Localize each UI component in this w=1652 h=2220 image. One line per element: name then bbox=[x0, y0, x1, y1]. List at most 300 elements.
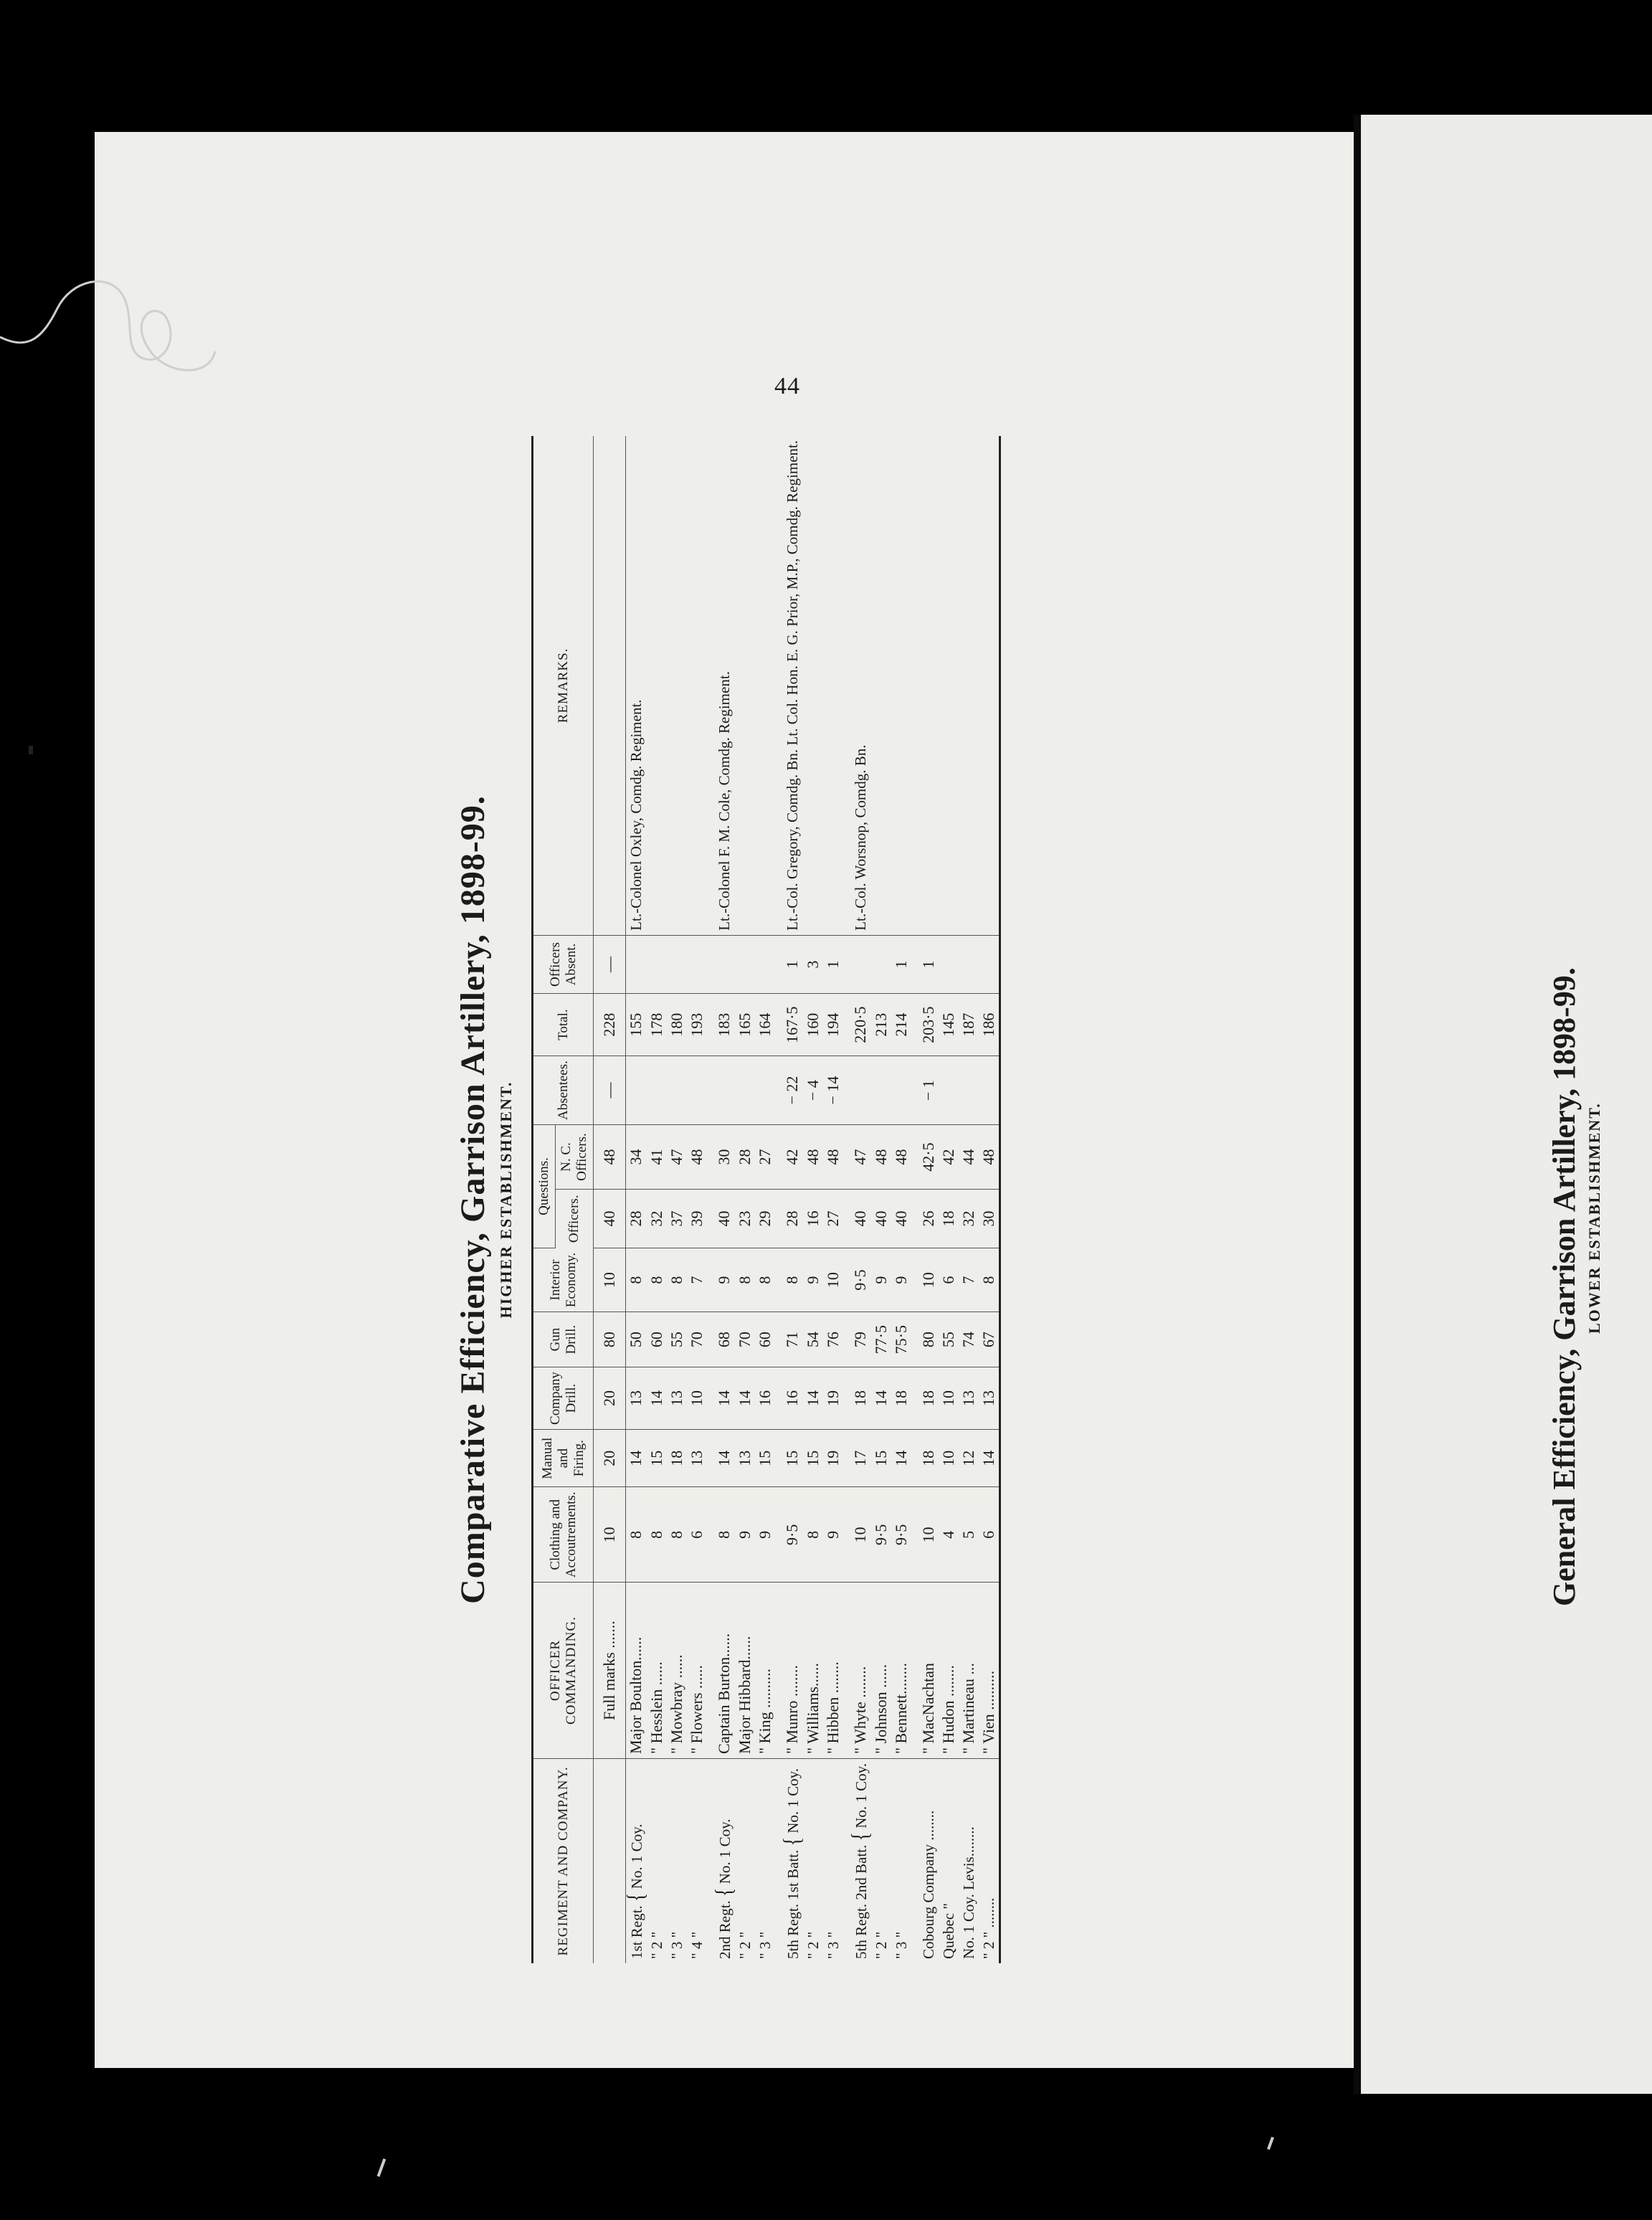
cell-total: 214 bbox=[891, 994, 911, 1056]
company-label: " 2 " bbox=[873, 1931, 890, 1959]
cell-officers-absent: 1 bbox=[823, 935, 843, 993]
full-marks-total: 228 bbox=[594, 994, 626, 1056]
cell-clothing: 10 bbox=[918, 1487, 939, 1583]
spacer-cell bbox=[707, 1583, 714, 1759]
cell-interior: 6 bbox=[939, 1248, 959, 1311]
brace-glyph: { bbox=[846, 1832, 874, 1841]
page-gutter bbox=[1354, 115, 1361, 2094]
spacer-cell bbox=[775, 994, 782, 1056]
cell-q-officers: 18 bbox=[939, 1190, 959, 1248]
cell-absentees: − 14 bbox=[823, 1056, 843, 1125]
cell-q-officers: 40 bbox=[871, 1190, 891, 1248]
spacer-cell bbox=[911, 1124, 918, 1189]
cell-clothing: 8 bbox=[667, 1487, 687, 1583]
regiment-company-cell bbox=[755, 1758, 775, 1963]
officer-rank: Captain bbox=[715, 1701, 733, 1754]
cell-gun-drill: 70 bbox=[735, 1312, 755, 1367]
regiment-label: 5th Regt. 2nd Batt. bbox=[853, 1841, 870, 1959]
cell-officers-absent bbox=[979, 935, 1000, 993]
company-label: " 3 " bbox=[756, 1931, 774, 1959]
spacer-cell bbox=[843, 1056, 850, 1125]
remark-cell bbox=[667, 436, 687, 935]
cell-gun-drill: 67 bbox=[979, 1312, 1000, 1367]
spacer-cell bbox=[707, 1312, 714, 1367]
cell-clothing: 9 bbox=[755, 1487, 775, 1583]
regiment-company-cell bbox=[979, 1758, 1000, 1963]
spacer-cell bbox=[843, 1312, 850, 1367]
spacer-cell bbox=[911, 994, 918, 1056]
cell-gun-drill: 77·5 bbox=[871, 1312, 891, 1367]
header-questions-officers: Officers. bbox=[556, 1190, 594, 1248]
cell-total: 180 bbox=[667, 994, 687, 1056]
scan-speck bbox=[29, 746, 33, 754]
spacer-cell bbox=[707, 1367, 714, 1430]
cell-clothing: 9 bbox=[735, 1487, 755, 1583]
cell-officers-absent bbox=[714, 935, 735, 993]
remark-cell: Lt.-Colonel Oxley, Comdg. Regiment. bbox=[626, 436, 647, 935]
regiment-company-cell bbox=[959, 1758, 979, 1963]
cell-absentees: − 1 bbox=[918, 1056, 939, 1125]
cell-absentees bbox=[871, 1056, 891, 1125]
full-marks-interior: 10 bbox=[594, 1248, 626, 1311]
cell-absentees bbox=[939, 1056, 959, 1125]
cell-q-officers: 40 bbox=[714, 1190, 735, 1248]
full-marks-label: Full marks ....... bbox=[594, 1583, 626, 1759]
full-marks-row bbox=[594, 436, 626, 1963]
officer-name: Martineau ... bbox=[959, 1663, 977, 1744]
cell-gun-drill: 76 bbox=[823, 1312, 843, 1367]
spacer-cell bbox=[775, 1190, 782, 1248]
table-row bbox=[803, 436, 823, 1963]
cell-q-officers: 28 bbox=[626, 1190, 647, 1248]
company-label: No. 1 Coy. bbox=[784, 1768, 802, 1834]
company-label: " 2 " ........ bbox=[980, 1897, 997, 1959]
officer-rank: " bbox=[668, 1743, 685, 1754]
officer-name: Vien .......... bbox=[979, 1670, 997, 1744]
officer-rank: " bbox=[979, 1743, 997, 1754]
company-label: " 2 " bbox=[736, 1931, 754, 1959]
next-table-title: General Efficiency, Garrison Artillery, 1898-99. bbox=[1547, 967, 1582, 1606]
cell-interior: 9 bbox=[803, 1248, 823, 1311]
company-label: No. 1 Coy. bbox=[628, 1823, 645, 1889]
regiment-company-cell bbox=[667, 1758, 687, 1963]
cell-company-drill: 18 bbox=[850, 1367, 871, 1430]
cell-q-nco: 42 bbox=[782, 1124, 803, 1189]
remark-cell bbox=[891, 436, 911, 935]
officer-rank: " bbox=[688, 1743, 706, 1754]
cell-total: 160 bbox=[803, 994, 823, 1056]
group-spacer bbox=[707, 436, 714, 1963]
remark-cell bbox=[871, 436, 891, 935]
company-label: " 3 " bbox=[825, 1931, 842, 1959]
officer-cell bbox=[959, 1583, 979, 1759]
officer-cell bbox=[850, 1583, 871, 1759]
officer-cell bbox=[667, 1583, 687, 1759]
cell-gun-drill: 55 bbox=[939, 1312, 959, 1367]
table-row bbox=[871, 436, 891, 1963]
table-row bbox=[979, 436, 1000, 1963]
company-label: " 3 " bbox=[668, 1931, 685, 1959]
cell-clothing: 9·5 bbox=[782, 1487, 803, 1583]
cell-q-officers: 28 bbox=[782, 1190, 803, 1248]
cell-company-drill: 14 bbox=[803, 1367, 823, 1430]
cell-q-officers: 29 bbox=[755, 1190, 775, 1248]
cell-q-officers: 16 bbox=[803, 1190, 823, 1248]
cell-q-nco: 28 bbox=[735, 1124, 755, 1189]
cell-clothing: 6 bbox=[979, 1487, 1000, 1583]
officer-name: Hibben ........ bbox=[824, 1661, 842, 1744]
header-row bbox=[533, 436, 556, 1963]
cell-gun-drill: 75·5 bbox=[891, 1312, 911, 1367]
cell-officers-absent bbox=[871, 935, 891, 993]
remark-cell bbox=[735, 436, 755, 935]
officer-rank: " bbox=[783, 1743, 801, 1754]
cell-gun-drill: 79 bbox=[850, 1312, 871, 1367]
company-label: " 2 " bbox=[648, 1931, 665, 1959]
cell-total: 187 bbox=[959, 994, 979, 1056]
cell-manual: 18 bbox=[667, 1429, 687, 1486]
regiment-company-cell bbox=[647, 1758, 667, 1963]
cell-absentees bbox=[667, 1056, 687, 1125]
full-marks-remarks bbox=[594, 436, 626, 935]
company-label: " 2 " bbox=[804, 1931, 822, 1959]
full-marks-q-nco: 48 bbox=[594, 1124, 626, 1189]
header-officers-absent: Officers Absent. bbox=[533, 935, 594, 993]
spacer-cell bbox=[843, 1248, 850, 1311]
cell-q-officers: 23 bbox=[735, 1190, 755, 1248]
cell-manual: 15 bbox=[647, 1429, 667, 1486]
cell-total: 183 bbox=[714, 994, 735, 1056]
header-clothing: Clothing and Accoutrements. bbox=[533, 1487, 594, 1583]
full-marks-gun-drill: 80 bbox=[594, 1312, 626, 1367]
table-row bbox=[939, 436, 959, 1963]
cell-interior: 9·5 bbox=[850, 1248, 871, 1311]
cell-gun-drill: 60 bbox=[755, 1312, 775, 1367]
cell-gun-drill: 68 bbox=[714, 1312, 735, 1367]
table-row bbox=[626, 436, 647, 1963]
table-row bbox=[918, 436, 939, 1963]
regiment-company-cell bbox=[846, 1758, 874, 1963]
cell-interior: 8 bbox=[667, 1248, 687, 1311]
cell-q-officers: 32 bbox=[647, 1190, 667, 1248]
cell-officers-absent bbox=[939, 935, 959, 993]
brace-glyph: { bbox=[710, 1887, 738, 1897]
cell-officers-absent bbox=[687, 935, 707, 993]
spacer-cell bbox=[707, 436, 714, 935]
regiment-company-cell bbox=[871, 1758, 891, 1963]
cell-company-drill: 14 bbox=[647, 1367, 667, 1430]
cell-absentees bbox=[735, 1056, 755, 1125]
cell-officers-absent: 1 bbox=[891, 935, 911, 993]
cell-clothing: 9·5 bbox=[891, 1487, 911, 1583]
officer-name: Burton...... bbox=[715, 1633, 733, 1702]
cell-interior: 8 bbox=[755, 1248, 775, 1311]
officer-rank: " bbox=[756, 1743, 774, 1754]
cell-clothing: 6 bbox=[687, 1487, 707, 1583]
cell-gun-drill: 55 bbox=[667, 1312, 687, 1367]
full-marks-absentees: — bbox=[594, 1056, 626, 1125]
cell-absentees bbox=[714, 1056, 735, 1125]
remark-cell bbox=[959, 436, 979, 935]
officer-name: Johnson ...... bbox=[872, 1664, 890, 1744]
cell-interior: 8 bbox=[735, 1248, 755, 1311]
cell-company-drill: 14 bbox=[871, 1367, 891, 1430]
company-label: " 3 " bbox=[893, 1931, 910, 1959]
remark-cell bbox=[755, 436, 775, 935]
cell-officers-absent bbox=[755, 935, 775, 993]
full-marks-company-drill: 20 bbox=[594, 1367, 626, 1430]
spacer-cell bbox=[775, 935, 782, 993]
cell-total: 178 bbox=[647, 994, 667, 1056]
cell-interior: 8 bbox=[782, 1248, 803, 1311]
spacer-cell bbox=[775, 1429, 782, 1486]
officer-name: Flowers ...... bbox=[688, 1665, 706, 1744]
cell-officers-absent: 3 bbox=[803, 935, 823, 993]
spacer-cell bbox=[707, 1248, 714, 1311]
cell-manual: 14 bbox=[714, 1429, 735, 1486]
officer-name: Whyte ........ bbox=[851, 1666, 869, 1744]
company-label: " 4 " bbox=[688, 1931, 706, 1959]
cell-q-officers: 30 bbox=[979, 1190, 1000, 1248]
company-label: Quebec " bbox=[940, 1903, 957, 1959]
remark-cell bbox=[939, 436, 959, 935]
officer-cell bbox=[626, 1583, 647, 1759]
cell-total: 186 bbox=[979, 994, 1000, 1056]
cell-manual: 17 bbox=[850, 1429, 871, 1486]
cell-absentees bbox=[979, 1056, 1000, 1125]
officer-cell bbox=[939, 1583, 959, 1759]
group-spacer bbox=[911, 436, 918, 1963]
spacer-cell bbox=[843, 1124, 850, 1189]
spacer-cell bbox=[843, 994, 850, 1056]
cell-officers-absent bbox=[735, 935, 755, 993]
regiment-company-cell bbox=[687, 1758, 707, 1963]
company-label: No. 1 Coy. Levis........ bbox=[960, 1826, 977, 1959]
officer-rank: " bbox=[647, 1743, 665, 1754]
officer-name: Mowbray ...... bbox=[668, 1654, 685, 1744]
cell-manual: 10 bbox=[939, 1429, 959, 1486]
cell-q-nco: 48 bbox=[891, 1124, 911, 1189]
officer-rank: " bbox=[939, 1743, 957, 1754]
cell-q-nco: 44 bbox=[959, 1124, 979, 1189]
table-row bbox=[755, 436, 775, 1963]
officer-rank: " bbox=[959, 1743, 977, 1754]
spacer-cell bbox=[843, 1429, 850, 1486]
cell-clothing: 8 bbox=[803, 1487, 823, 1583]
header-questions: Questions. bbox=[533, 1124, 556, 1248]
cell-company-drill: 18 bbox=[918, 1367, 939, 1430]
remark-cell: Lt.-Col. Worsnop, Comdg. Bn. bbox=[850, 436, 871, 935]
cell-manual: 15 bbox=[871, 1429, 891, 1486]
table-row bbox=[891, 436, 911, 1963]
spacer-cell bbox=[707, 1056, 714, 1125]
spacer-cell bbox=[843, 1487, 850, 1583]
cell-gun-drill: 80 bbox=[918, 1312, 939, 1367]
spacer-cell bbox=[775, 1487, 782, 1583]
cell-q-officers: 32 bbox=[959, 1190, 979, 1248]
cell-absentees: − 22 bbox=[782, 1056, 803, 1125]
spacer-cell bbox=[911, 1248, 918, 1311]
regiment-company-cell bbox=[823, 1758, 843, 1963]
cell-q-nco: 48 bbox=[803, 1124, 823, 1189]
cell-interior: 9 bbox=[891, 1248, 911, 1311]
company-label: No. 1 Coy. bbox=[853, 1763, 870, 1828]
cell-clothing: 4 bbox=[939, 1487, 959, 1583]
cell-q-officers: 37 bbox=[667, 1190, 687, 1248]
spacer-cell bbox=[911, 1487, 918, 1583]
remark-cell: Lt.-Col. Gregory, Comdg. Bn. Lt. Col. Hon. E. G. Prior, M.P., Comdg. Regiment. bbox=[782, 436, 803, 935]
cell-clothing: 10 bbox=[850, 1487, 871, 1583]
cell-officers-absent: 1 bbox=[782, 935, 803, 993]
regiment-company-cell bbox=[918, 1758, 939, 1963]
cell-total: 203·5 bbox=[918, 994, 939, 1056]
cell-company-drill: 19 bbox=[823, 1367, 843, 1430]
cell-absentees: − 4 bbox=[803, 1056, 823, 1125]
regiment-company-cell bbox=[735, 1758, 755, 1963]
header-interior-economy: Interior Economy. bbox=[533, 1248, 594, 1311]
regiment-label: 5th Regt. 1st Batt. bbox=[784, 1846, 802, 1959]
cell-q-nco: 48 bbox=[979, 1124, 1000, 1189]
cell-company-drill: 13 bbox=[979, 1367, 1000, 1430]
spacer-cell bbox=[775, 1583, 782, 1759]
cell-absentees bbox=[959, 1056, 979, 1125]
brace-glyph: { bbox=[622, 1892, 650, 1902]
officer-rank: " bbox=[851, 1743, 869, 1754]
table-row bbox=[714, 436, 735, 1963]
cell-interior: 9 bbox=[714, 1248, 735, 1311]
remark-cell: Lt.-Colonel F. M. Cole, Comdg. Regiment. bbox=[714, 436, 735, 935]
cell-gun-drill: 50 bbox=[626, 1312, 647, 1367]
officer-rank: " bbox=[804, 1743, 822, 1754]
regiment-company-cell bbox=[803, 1758, 823, 1963]
officer-cell bbox=[782, 1583, 803, 1759]
spacer-cell bbox=[843, 935, 850, 993]
officer-cell bbox=[918, 1583, 939, 1759]
cell-absentees bbox=[626, 1056, 647, 1125]
cell-gun-drill: 70 bbox=[687, 1312, 707, 1367]
cell-q-nco: 42 bbox=[939, 1124, 959, 1189]
regiment-company-cell bbox=[891, 1758, 911, 1963]
officer-name: Hibbard...... bbox=[736, 1636, 754, 1712]
cell-company-drill: 13 bbox=[626, 1367, 647, 1430]
cell-q-nco: 48 bbox=[823, 1124, 843, 1189]
header-regiment: REGIMENT AND COMPANY. bbox=[533, 1758, 594, 1963]
cell-gun-drill: 71 bbox=[782, 1312, 803, 1367]
regiment-company-cell bbox=[622, 1758, 650, 1963]
officer-cell bbox=[687, 1583, 707, 1759]
cell-interior: 10 bbox=[823, 1248, 843, 1311]
officer-name: MacNachtan bbox=[919, 1663, 937, 1744]
cell-interior: 10 bbox=[918, 1248, 939, 1311]
brace-glyph: { bbox=[778, 1837, 806, 1846]
cell-interior: 7 bbox=[959, 1248, 979, 1311]
officer-name: Hesslein ...... bbox=[647, 1661, 665, 1744]
lower-establishment-panel bbox=[1542, 846, 1652, 1778]
cell-q-officers: 39 bbox=[687, 1190, 707, 1248]
regiment-label: 1st Regt. bbox=[628, 1902, 645, 1959]
officer-cell bbox=[714, 1583, 735, 1759]
cell-officers-absent bbox=[647, 935, 667, 993]
group-spacer bbox=[775, 436, 782, 1963]
cell-total: 193 bbox=[687, 994, 707, 1056]
side-note: Lt. Col. Hon. E. G. Prior, M.P., Comdg. Regiment. bbox=[784, 440, 801, 746]
spacer-cell bbox=[843, 1190, 850, 1248]
cell-company-drill: 14 bbox=[735, 1367, 755, 1430]
full-marks-officers-absent: — bbox=[594, 935, 626, 993]
cell-officers-absent bbox=[667, 935, 687, 993]
cell-manual: 15 bbox=[755, 1429, 775, 1486]
spacer-cell bbox=[707, 1124, 714, 1189]
header-questions-nco: N. C. Officers. bbox=[556, 1124, 594, 1189]
officer-cell bbox=[891, 1583, 911, 1759]
full-marks-clothing: 10 bbox=[594, 1487, 626, 1583]
full-marks-q-officers: 40 bbox=[594, 1190, 626, 1248]
cell-total: 155 bbox=[626, 994, 647, 1056]
officer-cell bbox=[803, 1583, 823, 1759]
spacer-cell bbox=[775, 1758, 782, 1963]
regiment-company-cell bbox=[778, 1758, 806, 1963]
spacer-cell bbox=[911, 1429, 918, 1486]
cell-q-nco: 47 bbox=[850, 1124, 871, 1189]
header-total: Total. bbox=[533, 994, 594, 1056]
spacer-cell bbox=[843, 436, 850, 935]
cell-q-nco: 48 bbox=[871, 1124, 891, 1189]
spacer-cell bbox=[707, 1758, 714, 1963]
officer-cell bbox=[979, 1583, 1000, 1759]
officer-name: Hudon ........ bbox=[939, 1665, 957, 1744]
remark-cell bbox=[823, 436, 843, 935]
cell-manual: 13 bbox=[687, 1429, 707, 1486]
cell-officers-absent: 1 bbox=[918, 935, 939, 993]
spacer-cell bbox=[911, 1367, 918, 1430]
spacer-cell bbox=[707, 994, 714, 1056]
cell-absentees bbox=[687, 1056, 707, 1125]
cell-manual: 15 bbox=[803, 1429, 823, 1486]
cell-interior: 7 bbox=[687, 1248, 707, 1311]
officer-cell bbox=[755, 1583, 775, 1759]
cell-total: 213 bbox=[871, 994, 891, 1056]
scan-speck bbox=[377, 2158, 386, 2177]
spacer-cell bbox=[911, 1312, 918, 1367]
cell-company-drill: 16 bbox=[782, 1367, 803, 1430]
cell-gun-drill: 60 bbox=[647, 1312, 667, 1367]
cell-company-drill: 13 bbox=[959, 1367, 979, 1430]
remark-cell bbox=[803, 436, 823, 935]
cell-q-officers: 27 bbox=[823, 1190, 843, 1248]
scan-hair-artifact bbox=[0, 251, 244, 409]
spacer-cell bbox=[775, 1312, 782, 1367]
cell-manual: 14 bbox=[626, 1429, 647, 1486]
officer-name: Bennett........ bbox=[892, 1663, 910, 1744]
cell-q-officers: 40 bbox=[850, 1190, 871, 1248]
header-absentees: Absentees. bbox=[533, 1056, 594, 1125]
remark-cell bbox=[687, 436, 707, 935]
cell-clothing: 8 bbox=[647, 1487, 667, 1583]
cell-clothing: 9 bbox=[823, 1487, 843, 1583]
officer-rank: " bbox=[824, 1743, 842, 1754]
cell-manual: 12 bbox=[959, 1429, 979, 1486]
full-marks-blank bbox=[594, 1758, 626, 1963]
spacer-cell bbox=[843, 1758, 850, 1963]
table-subtitle: HIGHER ESTABLISHMENT. bbox=[497, 1081, 515, 1319]
remark-cell bbox=[918, 436, 939, 935]
higher-establishment-panel bbox=[447, 436, 1121, 1963]
header-manual: Manual and Firing. bbox=[533, 1429, 594, 1486]
table-row bbox=[959, 436, 979, 1963]
table-row bbox=[667, 436, 687, 1963]
spacer-cell bbox=[707, 1429, 714, 1486]
cell-clothing: 8 bbox=[714, 1487, 735, 1583]
